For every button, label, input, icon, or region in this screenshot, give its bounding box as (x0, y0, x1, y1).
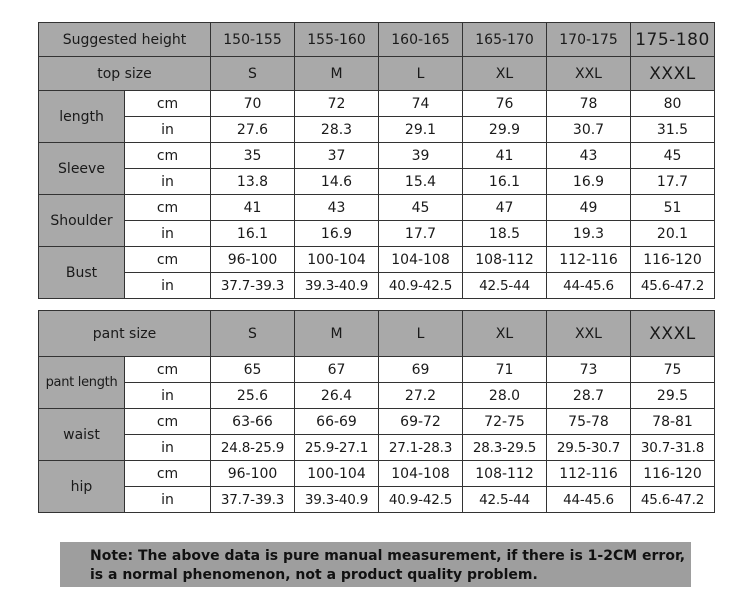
table-row (39, 435, 715, 461)
table-row (39, 357, 715, 383)
value-cell: 30.7 (547, 117, 631, 143)
value-cell: 73 (547, 357, 631, 383)
unit-in: in (125, 221, 211, 247)
value-cell: 39 (379, 143, 463, 169)
unit-cm: cm (125, 195, 211, 221)
value-cell: 39.3-40.9 (295, 487, 379, 513)
value-cell: 49 (547, 195, 631, 221)
table-row (39, 383, 715, 409)
row-label-pant-length: pant length (39, 357, 125, 409)
row-label-shoulder: Shoulder (39, 195, 125, 247)
value-cell: 51 (631, 195, 715, 221)
unit-cm: cm (125, 91, 211, 117)
height-cell: 160-165 (379, 23, 463, 57)
value-cell: 35 (211, 143, 295, 169)
value-cell: 112-116 (547, 461, 631, 487)
value-cell: 42.5-44 (463, 273, 547, 299)
value-cell: 27.6 (211, 117, 295, 143)
height-cell: 170-175 (547, 23, 631, 57)
value-cell: 31.5 (631, 117, 715, 143)
value-cell: 96-100 (211, 247, 295, 273)
note-line-2: is a normal phenomenon, not a product quality problem. (90, 567, 538, 583)
value-cell: 72 (295, 91, 379, 117)
table-row (39, 409, 715, 435)
top-size-label: top size (39, 57, 211, 91)
top-size-row (39, 57, 715, 91)
unit-cm: cm (125, 247, 211, 273)
height-cell: 175-180 (631, 23, 715, 57)
suggested-height-label: Suggested height (39, 23, 211, 57)
value-cell: 24.8-25.9 (211, 435, 295, 461)
table-row (39, 143, 715, 169)
value-cell: 37.7-39.3 (211, 487, 295, 513)
table-row (39, 117, 715, 143)
value-cell: 116-120 (631, 247, 715, 273)
value-cell: 104-108 (379, 247, 463, 273)
table-row (39, 221, 715, 247)
value-cell: 28.3-29.5 (463, 435, 547, 461)
table-row (39, 169, 715, 195)
value-cell: 45 (379, 195, 463, 221)
value-cell: 27.1-28.3 (379, 435, 463, 461)
value-cell: 116-120 (631, 461, 715, 487)
size-cell: XL (463, 311, 547, 357)
table-row (39, 195, 715, 221)
value-cell: 100-104 (295, 461, 379, 487)
unit-in: in (125, 487, 211, 513)
value-cell: 45.6-47.2 (631, 273, 715, 299)
pant-size-label: pant size (39, 311, 211, 357)
value-cell: 75-78 (547, 409, 631, 435)
size-cell: M (295, 57, 379, 91)
row-label-hip: hip (39, 461, 125, 513)
unit-in: in (125, 273, 211, 299)
unit-in: in (125, 435, 211, 461)
value-cell: 14.6 (295, 169, 379, 195)
value-cell: 41 (463, 143, 547, 169)
unit-in: in (125, 169, 211, 195)
value-cell: 104-108 (379, 461, 463, 487)
value-cell: 37 (295, 143, 379, 169)
value-cell: 45.6-47.2 (631, 487, 715, 513)
unit-in: in (125, 383, 211, 409)
pant-size-table (38, 310, 715, 513)
value-cell: 76 (463, 91, 547, 117)
size-cell: M (295, 311, 379, 357)
value-cell: 39.3-40.9 (295, 273, 379, 299)
value-cell: 29.1 (379, 117, 463, 143)
value-cell: 69 (379, 357, 463, 383)
unit-cm: cm (125, 357, 211, 383)
value-cell: 41 (211, 195, 295, 221)
value-cell: 75 (631, 357, 715, 383)
top-size-table (38, 22, 715, 299)
value-cell: 29.5-30.7 (547, 435, 631, 461)
value-cell: 65 (211, 357, 295, 383)
value-cell: 63-66 (211, 409, 295, 435)
table-row (39, 247, 715, 273)
value-cell: 66-69 (295, 409, 379, 435)
size-cell: XXL (547, 57, 631, 91)
size-cell: XXL (547, 311, 631, 357)
size-cell: L (379, 311, 463, 357)
row-label-bust: Bust (39, 247, 125, 299)
size-cell: S (211, 311, 295, 357)
value-cell: 43 (295, 195, 379, 221)
value-cell: 16.1 (211, 221, 295, 247)
pant-size-row (39, 311, 715, 357)
value-cell: 78 (547, 91, 631, 117)
value-cell: 70 (211, 91, 295, 117)
unit-cm: cm (125, 409, 211, 435)
height-cell: 150-155 (211, 23, 295, 57)
value-cell: 40.9-42.5 (379, 273, 463, 299)
height-cell: 155-160 (295, 23, 379, 57)
value-cell: 29.5 (631, 383, 715, 409)
value-cell: 27.2 (379, 383, 463, 409)
value-cell: 16.9 (295, 221, 379, 247)
value-cell: 43 (547, 143, 631, 169)
value-cell: 30.7-31.8 (631, 435, 715, 461)
value-cell: 96-100 (211, 461, 295, 487)
value-cell: 45 (631, 143, 715, 169)
value-cell: 29.9 (463, 117, 547, 143)
value-cell: 13.8 (211, 169, 295, 195)
value-cell: 17.7 (379, 221, 463, 247)
value-cell: 44-45.6 (547, 487, 631, 513)
row-label-length: length (39, 91, 125, 143)
row-label-sleeve: Sleeve (39, 143, 125, 195)
size-cell: XXXL (631, 57, 715, 91)
value-cell: 16.9 (547, 169, 631, 195)
value-cell: 74 (379, 91, 463, 117)
value-cell: 72-75 (463, 409, 547, 435)
height-cell: 165-170 (463, 23, 547, 57)
value-cell: 15.4 (379, 169, 463, 195)
table-row (39, 487, 715, 513)
note-line-1: Note: The above data is pure manual measurement, if there is 1-2CM error, (90, 548, 686, 564)
size-cell: L (379, 57, 463, 91)
value-cell: 19.3 (547, 221, 631, 247)
measurement-note (60, 542, 691, 587)
value-cell: 112-116 (547, 247, 631, 273)
unit-in: in (125, 117, 211, 143)
value-cell: 25.6 (211, 383, 295, 409)
value-cell: 108-112 (463, 461, 547, 487)
value-cell: 28.3 (295, 117, 379, 143)
value-cell: 67 (295, 357, 379, 383)
value-cell: 25.9-27.1 (295, 435, 379, 461)
size-cell: XXXL (631, 311, 715, 357)
unit-cm: cm (125, 461, 211, 487)
value-cell: 44-45.6 (547, 273, 631, 299)
value-cell: 20.1 (631, 221, 715, 247)
value-cell: 71 (463, 357, 547, 383)
value-cell: 69-72 (379, 409, 463, 435)
value-cell: 26.4 (295, 383, 379, 409)
table-row (39, 273, 715, 299)
value-cell: 47 (463, 195, 547, 221)
row-label-waist: waist (39, 409, 125, 461)
table-row (39, 461, 715, 487)
value-cell: 28.0 (463, 383, 547, 409)
unit-cm: cm (125, 143, 211, 169)
value-cell: 80 (631, 91, 715, 117)
value-cell: 100-104 (295, 247, 379, 273)
size-cell: XL (463, 57, 547, 91)
value-cell: 28.7 (547, 383, 631, 409)
table-row (39, 91, 715, 117)
value-cell: 18.5 (463, 221, 547, 247)
suggested-height-row (39, 23, 715, 57)
size-cell: S (211, 57, 295, 91)
value-cell: 17.7 (631, 169, 715, 195)
value-cell: 42.5-44 (463, 487, 547, 513)
value-cell: 16.1 (463, 169, 547, 195)
value-cell: 40.9-42.5 (379, 487, 463, 513)
value-cell: 78-81 (631, 409, 715, 435)
value-cell: 108-112 (463, 247, 547, 273)
value-cell: 37.7-39.3 (211, 273, 295, 299)
